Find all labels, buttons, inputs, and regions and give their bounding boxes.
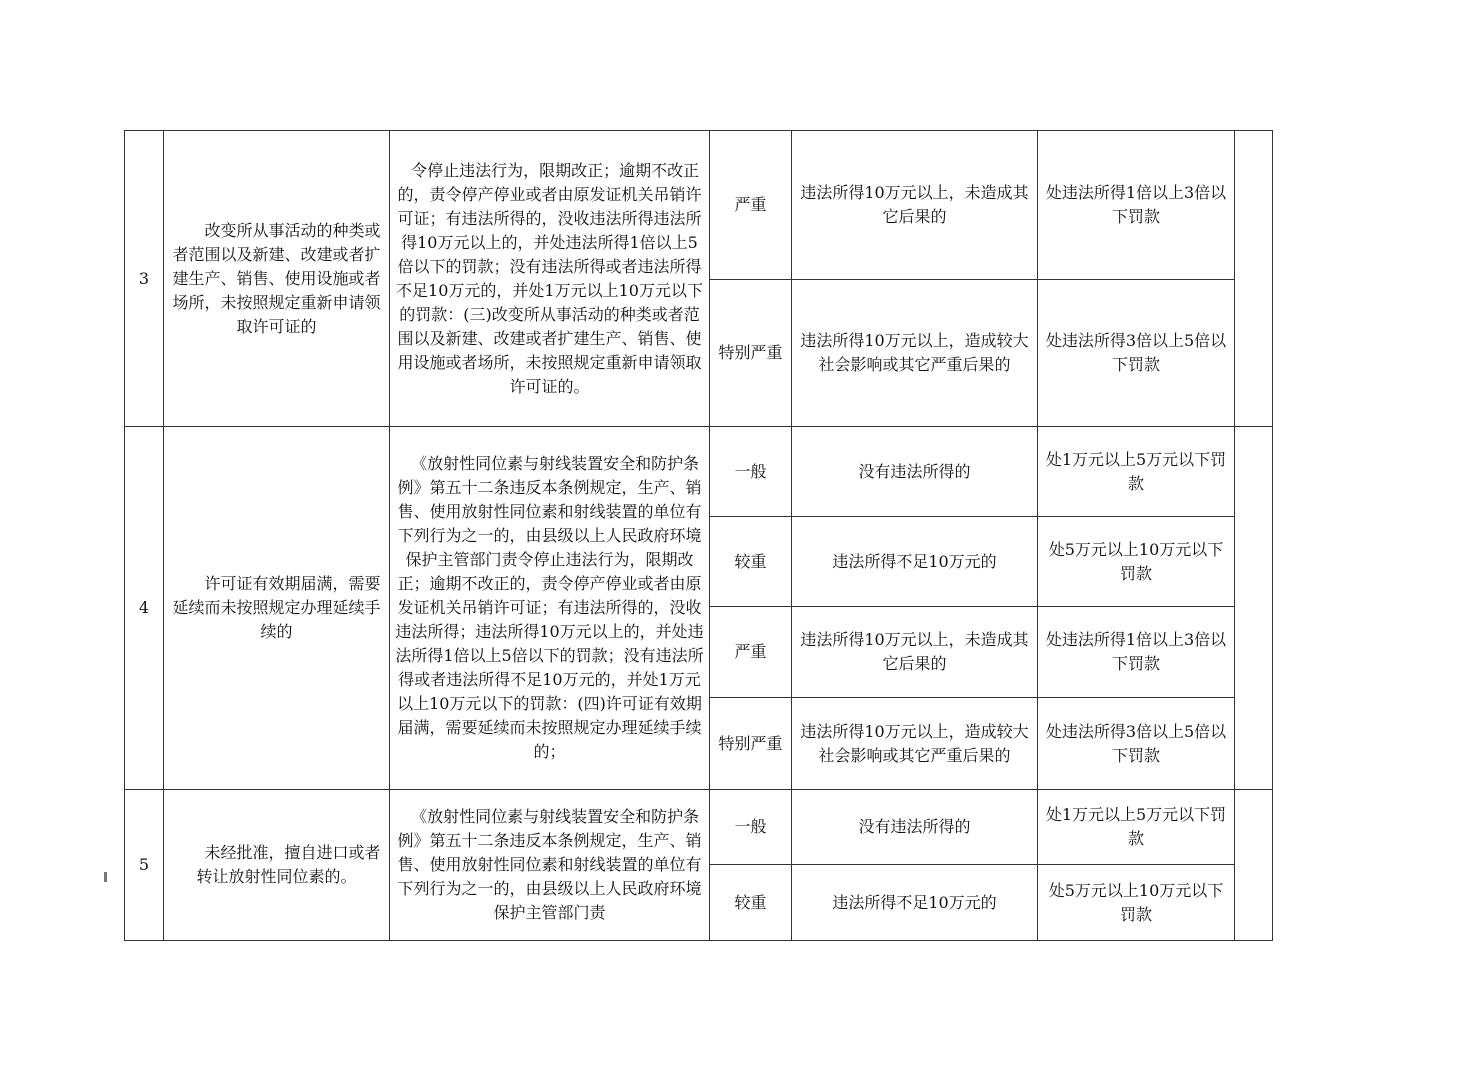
table-row: [125, 131, 1273, 280]
margin-mark: [104, 872, 107, 882]
table-row: [125, 427, 1273, 517]
violation-description: 未经批准，擅自进口或者转让放射性同位素的。: [164, 790, 390, 941]
penalty-standard: 处1万元以上5万元以下罚款: [1038, 790, 1235, 865]
remarks-cell: [1235, 131, 1273, 427]
severity-level: 一般: [710, 427, 792, 517]
violation-condition: 没有违法所得的: [792, 427, 1038, 517]
legal-basis: [390, 790, 710, 941]
severity-level: 较重: [710, 865, 792, 941]
severity-level: 严重: [710, 131, 792, 280]
legal-basis: [390, 427, 710, 790]
row-number: 4: [125, 427, 164, 790]
severity-level: 特别严重: [710, 698, 792, 790]
penalty-standard: 处5万元以上10万元以下罚款: [1038, 865, 1235, 941]
penalty-standard: 处1万元以上5万元以下罚款: [1038, 427, 1235, 517]
violation-condition: 违法所得10万元以上，造成较大社会影响或其它严重后果的: [792, 698, 1038, 790]
legal-basis-text: 《放射性同位素与射线装置安全和防护条例》第五十二条违反本条例规定，生产、销售、使用放射性同位素和射线装置的单位有下列行为之一的，由县级以上人民政府环境保护主管部门责: [397, 807, 702, 922]
penalty-standard: 处违法所得1倍以上3倍以下罚款: [1038, 607, 1235, 698]
violation-condition: 违法所得不足10万元的: [792, 865, 1038, 941]
violation-description: 许可证有效期届满，需要延续而未按照规定办理延续手续的: [164, 427, 390, 790]
table-row: [125, 790, 1273, 865]
severity-level: 严重: [710, 607, 792, 698]
legal-basis: [390, 131, 710, 427]
remarks-cell: [1235, 790, 1273, 941]
violation-condition: 违法所得不足10万元的: [792, 517, 1038, 607]
penalty-standard: 处违法所得3倍以上5倍以下罚款: [1038, 698, 1235, 790]
violation-description: 改变所从事活动的种类或者范围以及新建、改建或者扩建生产、销售、使用设施或者场所，未按照规定重新申请领取许可证的: [164, 131, 390, 427]
violation-condition: 违法所得10万元以上，未造成其它后果的: [792, 131, 1038, 280]
penalty-standard: 处5万元以上10万元以下罚款: [1038, 517, 1235, 607]
violation-condition: 没有违法所得的: [792, 790, 1038, 865]
penalty-standard: 处违法所得3倍以上5倍以下罚款: [1038, 280, 1235, 427]
penalty-standard: 处违法所得1倍以上3倍以下罚款: [1038, 131, 1235, 280]
violation-condition: 违法所得10万元以上，造成较大社会影响或其它严重后果的: [792, 280, 1038, 427]
severity-level: 特别严重: [710, 280, 792, 427]
severity-level: 较重: [710, 517, 792, 607]
legal-basis-text: 令停止违法行为，限期改正；逾期不改正的，责令停产停业或者由原发证机关吊销许可证；有违法所得的，没收违法所得违法所得10万元以上的，并处违法所得1倍以上5倍以下的罚款；没有违法所得或者违法所得不足10万元的，并处1万元以上10万元以下的罚款：(三)改变所从事活动的种类或者范围以及新建、改建或者扩建生产、销售、使用设施或者场所，未按照规定重新申请领取许可证的。: [396, 160, 703, 396]
severity-level: 一般: [710, 790, 792, 865]
remarks-cell: [1235, 427, 1273, 790]
penalty-table: [124, 130, 1273, 941]
row-number: 5: [125, 790, 164, 941]
row-number: 3: [125, 131, 164, 427]
violation-condition: 违法所得10万元以上，未造成其它后果的: [792, 607, 1038, 698]
legal-basis-text: 《放射性同位素与射线装置安全和防护条例》第五十二条违反本条例规定，生产、销售、使用放射性同位素和射线装置的单位有下列行为之一的，由县级以上人民政府环境保护主管部门责令停止违法行为，限期改正；逾期不改正的，责令停产停业或者由原发证机关吊销许可证；有违法所得的，没收违法所得；违法所得10万元以上的，并处违法所得1倍以上5倍以下的罚款；没有违法所得或者违法所得不足10万元的，并处1万元以上10万元以下的罚款：(四)许可证有效期届满，需要延续而未按照规定办理延续手续的；: [395, 454, 704, 761]
